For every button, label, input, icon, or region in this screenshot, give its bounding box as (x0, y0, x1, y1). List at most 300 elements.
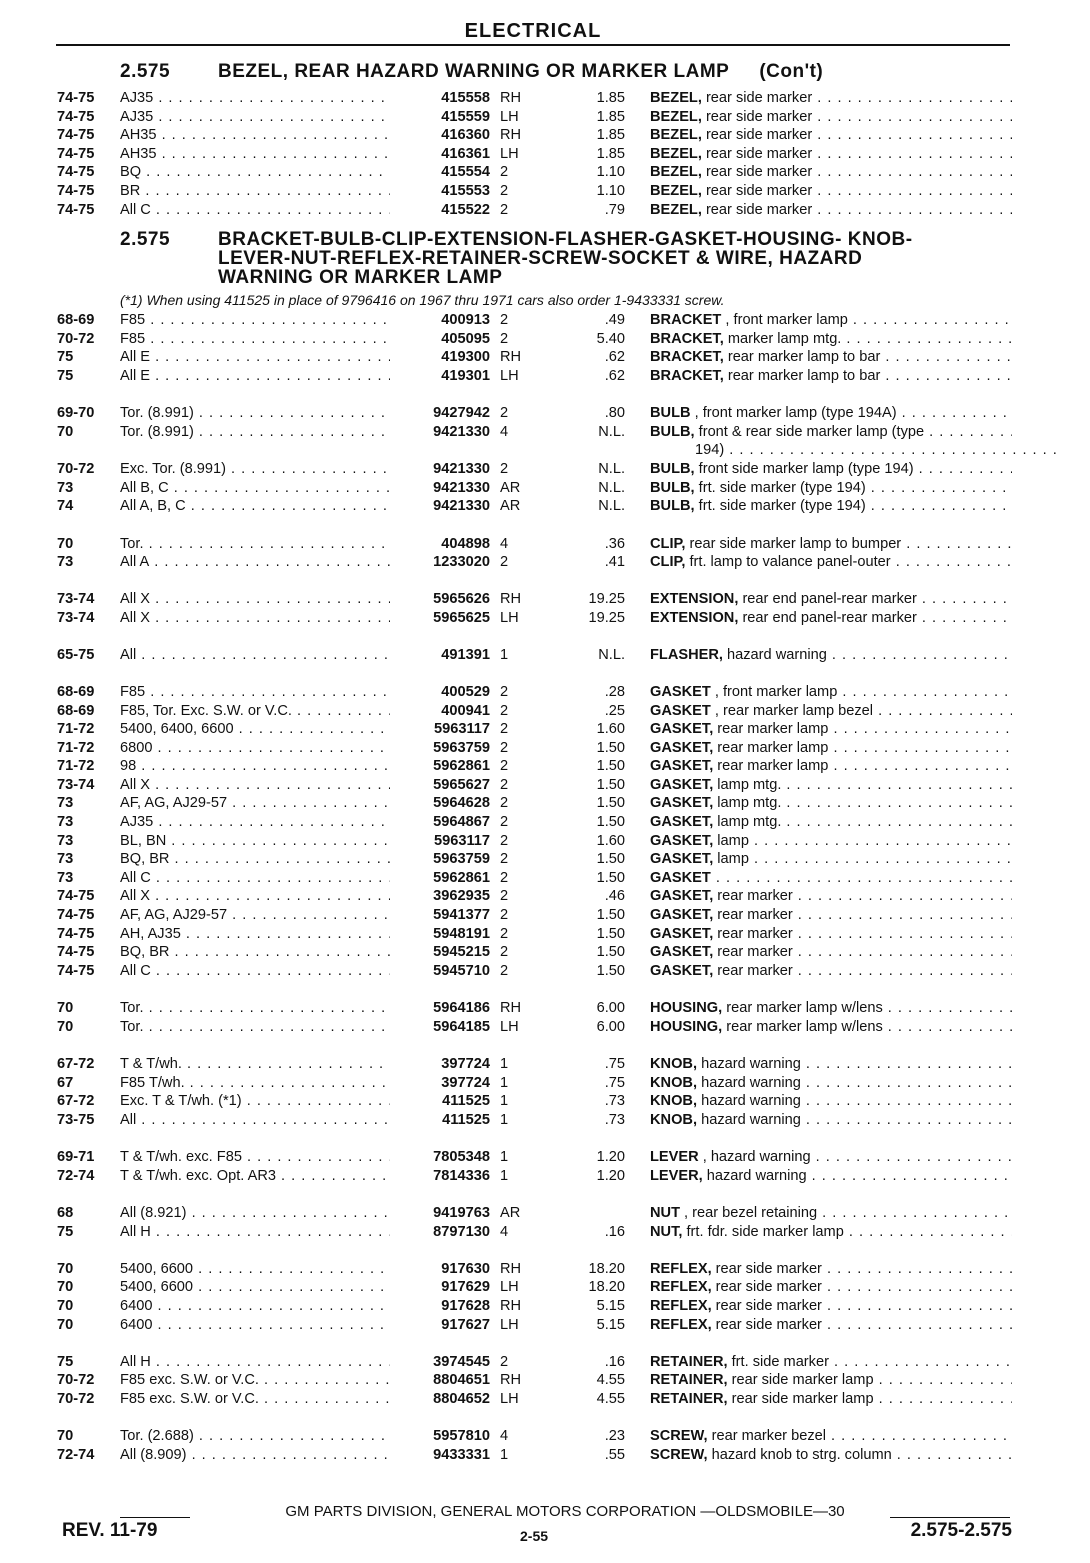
table-row (0, 739, 1090, 758)
row-description-text: hazard warning (697, 1112, 801, 1128)
table-row (0, 126, 1090, 145)
row-description-text: rear side marker (701, 90, 813, 106)
row-year: 72-74 (57, 1447, 95, 1463)
row-part-name: BEZEL, (650, 145, 702, 162)
row-year: 67-72 (57, 1056, 95, 1072)
row-description (650, 423, 1012, 442)
row-description-text: front side marker lamp (type 194) (694, 461, 914, 477)
table-row (0, 1074, 1090, 1093)
table-row (0, 163, 1090, 182)
row-model: All E . . . (120, 367, 390, 386)
row-year: 73 (57, 851, 74, 867)
row-part-name: GASKET, (650, 907, 714, 923)
row-year: 70 (57, 1261, 74, 1277)
table-row (0, 404, 1090, 423)
row-description-text: , front marker lamp (721, 312, 848, 328)
row-description (650, 776, 1012, 795)
row-description (650, 609, 1012, 628)
row-model: T & T/wh. . . . (120, 1055, 390, 1074)
row-price: 1.20 (596, 1149, 625, 1165)
row-part-name: BULB (650, 405, 691, 421)
row-quantity: AR (500, 480, 521, 496)
table-row (0, 720, 1090, 739)
row-part-number: 9421330 (433, 498, 490, 514)
row-part-number: 415553 (441, 183, 490, 199)
table-row (0, 1278, 1090, 1297)
row-description-text: frt. side marker (type 194) (694, 498, 866, 514)
row-part-name: GASKET (650, 703, 711, 719)
row-part-number: 917630 (441, 1261, 490, 1277)
row-year: 67-72 (57, 1093, 95, 1109)
row-quantity: RH (500, 1000, 522, 1016)
row-part-number: 9421330 (433, 461, 490, 477)
row-year: 74-75 (57, 145, 95, 162)
row-model: Tor. . . . (120, 535, 390, 554)
row-quantity: RH (500, 1372, 522, 1388)
row-description-text: rear marker (713, 944, 793, 960)
row-description (650, 1427, 1012, 1446)
row-quantity: 2 (500, 461, 509, 477)
row-description (650, 163, 1012, 182)
row-part-name: GASKET, (650, 926, 714, 942)
section-title (218, 62, 1018, 81)
row-description-text: rear marker lamp w/lens (722, 1000, 883, 1016)
row-description (650, 1204, 1012, 1223)
row-part-name: SCREW, (650, 1447, 708, 1463)
row-model: All (8.921) . . . (120, 1204, 390, 1223)
row-price: .79 (604, 201, 625, 218)
row-price: 1.10 (596, 164, 625, 181)
row-description (650, 1111, 1012, 1130)
row-quantity: 2 (500, 312, 509, 328)
row-year: 67 (57, 1075, 74, 1091)
row-description-text: , front marker lamp (710, 684, 838, 700)
row-description (650, 367, 1012, 386)
row-quantity: 2 (500, 740, 509, 756)
row-description-text: hazard warning (697, 1093, 801, 1109)
row-price: 1.50 (596, 907, 625, 923)
row-description (650, 108, 1012, 127)
row-model: All (8.909) . . . (120, 1446, 390, 1465)
row-part-number: 5962861 (433, 758, 490, 774)
row-model: F85 T/wh. . . . (120, 1074, 390, 1093)
row-description-text: rear marker lamp to bar (723, 349, 881, 365)
row-model: AH, AJ35 . . . (120, 925, 390, 944)
row-quantity: 2 (500, 554, 509, 570)
row-part-name: SCREW, (650, 1428, 708, 1444)
row-part-name: GASKET, (650, 833, 714, 849)
row-model: BQ, BR . . . (120, 850, 390, 869)
table-row (0, 1390, 1090, 1409)
footer-rule-right (890, 1517, 1010, 1518)
row-price: 19.25 (588, 591, 625, 607)
row-price: .41 (604, 554, 625, 570)
row-part-number: 404898 (441, 536, 490, 552)
row-year: 75 (57, 1354, 74, 1370)
row-part-name: KNOB, (650, 1093, 698, 1109)
row-year: 70 (57, 536, 74, 552)
row-description (650, 962, 1012, 981)
row-year: 73-74 (57, 610, 95, 626)
row-part-number: 5963117 (433, 721, 490, 737)
table-row (0, 813, 1090, 832)
row-description (650, 1278, 1012, 1297)
row-year: 70 (57, 1019, 74, 1035)
row-model: 6400 . . . (120, 1316, 390, 1335)
row-model: BQ, BR . . . (120, 943, 390, 962)
row-part-number: 400529 (441, 684, 490, 700)
row-year: 74-75 (57, 127, 95, 144)
row-description (650, 720, 1012, 739)
row-year: 74-75 (57, 907, 95, 923)
row-part-number: 5941377 (433, 907, 490, 923)
row-description-text: rear end panel-rear marker (738, 610, 917, 626)
row-part-name: RETAINER, (650, 1391, 728, 1407)
row-description (650, 869, 1012, 888)
row-year: 71-72 (57, 758, 95, 774)
row-part-number: 917629 (441, 1279, 490, 1295)
row-part-name: GASKET, (650, 944, 714, 960)
row-model: All A . . . (120, 553, 390, 572)
row-part-number: 9421330 (433, 480, 490, 496)
row-part-name: CLIP, (650, 536, 686, 552)
row-part-name: REFLEX, (650, 1261, 712, 1277)
table-row (0, 1018, 1090, 1037)
footer-section-range: 2.575-2.575 (910, 1520, 1012, 1541)
row-part-name: NUT (650, 1205, 680, 1221)
row-year: 73-74 (57, 591, 95, 607)
row-year: 73 (57, 870, 74, 886)
row-part-number: 5962861 (433, 870, 490, 886)
row-part-number: 405095 (441, 331, 490, 347)
row-part-number: 9419763 (433, 1205, 490, 1221)
row-quantity: 1 (500, 1168, 509, 1184)
row-part-name: GASKET, (650, 740, 714, 756)
table-row (0, 887, 1090, 906)
row-year: 70 (57, 1317, 74, 1333)
table-row (0, 330, 1090, 349)
row-quantity: 1 (500, 1149, 509, 1165)
row-year: 68-69 (57, 312, 95, 328)
row-price: 1.50 (596, 963, 625, 979)
row-price: .36 (604, 536, 625, 552)
row-description (650, 739, 1012, 758)
row-price: N.L. (598, 424, 625, 440)
row-description-text: , rear marker lamp bezel (710, 703, 874, 719)
row-description (650, 404, 1012, 423)
row-model: AH35 . . . (120, 145, 390, 164)
row-year: 74-75 (57, 888, 95, 904)
row-description-text: , hazard warning (698, 1149, 811, 1165)
section-number: 2.575 (120, 229, 171, 250)
row-year: 70 (57, 424, 74, 440)
row-price: N.L. (598, 647, 625, 663)
row-description (650, 479, 1012, 498)
section-title-text: BEZEL, REAR HAZARD WARNING OR MARKER LAMP (218, 61, 730, 82)
row-quantity: 2 (500, 926, 509, 942)
row-quantity: 2 (500, 777, 509, 793)
row-quantity: 4 (500, 536, 509, 552)
row-description-text: lamp mtg. (713, 814, 782, 830)
table-row (0, 1260, 1090, 1279)
row-year: 65-75 (57, 647, 95, 663)
row-quantity: 1 (500, 647, 509, 663)
table-row (0, 832, 1090, 851)
row-part-number: 5964185 (433, 1019, 490, 1035)
row-quantity: 1 (500, 1447, 509, 1463)
row-price: 1.50 (596, 740, 625, 756)
row-part-name: KNOB, (650, 1112, 698, 1128)
row-price: N.L. (598, 480, 625, 496)
row-description (650, 145, 1012, 164)
row-model: Exc. Tor. (8.991) . . . (120, 460, 390, 479)
row-quantity: 1 (500, 1093, 509, 1109)
row-description (650, 1446, 1012, 1465)
row-part-name: GASKET (650, 870, 711, 886)
row-price: 6.00 (596, 1000, 625, 1016)
row-year: 68 (57, 1205, 74, 1221)
row-price: .62 (604, 368, 625, 384)
row-year: 70-72 (57, 331, 95, 347)
row-description (650, 925, 1012, 944)
row-part-number: 5965625 (433, 610, 490, 626)
row-part-number: 400941 (441, 703, 490, 719)
row-price: 1.50 (596, 814, 625, 830)
row-part-name: EXTENSION, (650, 591, 739, 607)
row-part-name: BEZEL, (650, 90, 702, 106)
row-description (650, 1055, 1012, 1074)
row-description (650, 126, 1012, 145)
row-part-name: GASKET, (650, 963, 714, 979)
table-row (0, 553, 1090, 572)
row-quantity: 2 (500, 183, 509, 199)
row-quantity: 2 (500, 331, 509, 347)
row-part-number: 416361 (441, 145, 490, 162)
table-row (0, 1055, 1090, 1074)
row-description (650, 311, 1012, 330)
row-quantity: 4 (500, 424, 509, 440)
row-model: All X . . . (120, 609, 390, 628)
row-part-name: REFLEX, (650, 1317, 712, 1333)
row-part-number: 3974545 (433, 1354, 490, 1370)
row-part-name: NUT, (650, 1224, 683, 1240)
row-part-number: 7805348 (433, 1149, 490, 1165)
row-part-name: BULB, (650, 480, 695, 496)
row-quantity: LH (500, 610, 519, 626)
row-description (650, 1316, 1012, 1335)
row-part-number: 9421330 (433, 424, 490, 440)
row-description (650, 201, 1012, 220)
row-description (650, 89, 1012, 108)
table-row (0, 702, 1090, 721)
row-model: F85, Tor. Exc. S.W. or V.C. . . . (120, 702, 390, 721)
row-description-text: rear marker bezel (707, 1428, 826, 1444)
row-model: 5400, 6600 . . . (120, 1260, 390, 1279)
row-description-text: lamp mtg. (713, 795, 782, 811)
row-description (650, 497, 1012, 516)
row-part-number: 415522 (441, 201, 490, 218)
row-part-name: BRACKET, (650, 349, 724, 365)
row-year: 68-69 (57, 684, 95, 700)
table-row (0, 869, 1090, 888)
row-quantity: LH (500, 1019, 519, 1035)
table-row (0, 999, 1090, 1018)
row-part-number: 5963759 (433, 851, 490, 867)
row-description (650, 887, 1012, 906)
row-description (650, 850, 1012, 869)
row-quantity: 1 (500, 1075, 509, 1091)
table-row (0, 1316, 1090, 1335)
row-year: 73-75 (57, 1112, 95, 1128)
row-price: 1.85 (596, 108, 625, 125)
row-description-text: 194) (695, 442, 725, 458)
table-row (0, 962, 1090, 981)
row-part-number: 491391 (441, 647, 490, 663)
row-price: 1.60 (596, 833, 625, 849)
row-part-name: BEZEL, (650, 127, 702, 144)
row-part-number: 8804652 (433, 1391, 490, 1407)
row-part-number: 3962935 (433, 888, 490, 904)
table-row (0, 1446, 1090, 1465)
row-year: 75 (57, 1224, 74, 1240)
row-price: 19.25 (588, 610, 625, 626)
table-row (0, 367, 1090, 386)
row-model: T & T/wh. exc. Opt. AR3 . . . (120, 1167, 390, 1186)
row-year: 70 (57, 1428, 74, 1444)
row-part-number: 415559 (441, 108, 490, 125)
row-part-number: 419301 (441, 368, 490, 384)
row-description-text: hazard warning (697, 1075, 801, 1091)
row-part-number: 411525 (442, 1112, 490, 1128)
row-year: 73-74 (57, 777, 95, 793)
row-part-name: BEZEL, (650, 183, 702, 199)
row-part-number: 397724 (441, 1075, 490, 1091)
row-description (650, 1371, 1012, 1390)
row-price: .28 (604, 684, 625, 700)
row-quantity: LH (500, 1279, 519, 1295)
row-description (650, 999, 1012, 1018)
row-model: AJ35 . . . (120, 813, 390, 832)
table-row (0, 1427, 1090, 1446)
row-description (650, 348, 1012, 367)
row-price: 1.50 (596, 926, 625, 942)
row-quantity: 2 (500, 833, 509, 849)
row-description (650, 1223, 1012, 1242)
row-price: 4.55 (596, 1372, 625, 1388)
row-part-name: BEZEL, (650, 108, 702, 125)
row-quantity: 1 (500, 1056, 509, 1072)
row-model: Tor. (8.991) . . . (120, 404, 390, 423)
row-part-name: GASKET (650, 684, 711, 700)
table-row (0, 479, 1090, 498)
row-part-number: 5957810 (433, 1428, 490, 1444)
row-description-text: rear side marker (701, 183, 813, 199)
footer-publisher-text: GM PARTS DIVISION, GENERAL MOTORS CORPORATION —OLDSMOBILE—30 (285, 1503, 845, 1520)
row-part-number: 5964186 (433, 1000, 490, 1016)
section-number: 2.575 (120, 61, 171, 82)
row-model: T & T/wh. exc. F85 . . . (120, 1148, 390, 1167)
row-part-number: 5963117 (433, 833, 490, 849)
row-year: 73 (57, 814, 74, 830)
footer-page-number: 2-55 (520, 1528, 549, 1544)
row-description-text: hazard warning (702, 1168, 807, 1184)
row-description-text: rear side marker (701, 145, 813, 162)
row-quantity: 2 (500, 963, 509, 979)
table-row (0, 850, 1090, 869)
row-part-name: BEZEL, (650, 201, 702, 218)
row-year: 74-75 (57, 183, 95, 199)
row-description (650, 553, 1012, 572)
row-description (650, 1018, 1012, 1037)
row-quantity: LH (500, 108, 519, 125)
row-description-text: rear side marker lamp (727, 1391, 874, 1407)
row-part-number: 7814336 (433, 1168, 490, 1184)
row-part-number: 5964628 (433, 795, 490, 811)
row-year: 74 (57, 498, 74, 514)
row-quantity: AR (500, 498, 521, 514)
row-price: 6.00 (596, 1019, 625, 1035)
row-price: .75 (604, 1075, 625, 1091)
page-title: ELECTRICAL (56, 20, 1010, 46)
row-description (650, 1390, 1012, 1409)
row-part-name: HOUSING, (650, 1000, 723, 1016)
row-description-text: rear side marker (711, 1261, 822, 1277)
row-description-text: rear side marker (711, 1317, 822, 1333)
table-row (0, 441, 1090, 460)
row-model: All X . . . (120, 590, 390, 609)
row-quantity: RH (500, 127, 522, 144)
table-row (0, 794, 1090, 813)
row-year: 71-72 (57, 721, 95, 737)
row-part-name: BRACKET, (650, 368, 724, 384)
row-quantity: RH (500, 1261, 522, 1277)
table-row (0, 497, 1090, 516)
row-model: Tor. (2.688) . . . (120, 1427, 390, 1446)
row-part-name: KNOB, (650, 1075, 698, 1091)
row-part-name: BULB, (650, 461, 695, 477)
row-price: .73 (604, 1093, 625, 1109)
row-quantity: 2 (500, 201, 509, 218)
row-description-text: rear side marker (701, 164, 813, 181)
row-quantity: RH (500, 90, 522, 106)
row-part-number: 416360 (441, 127, 490, 144)
row-price: 4.55 (596, 1391, 625, 1407)
row-description (650, 182, 1012, 201)
table-row (0, 776, 1090, 795)
row-price: 1.50 (596, 944, 625, 960)
row-price: .16 (604, 1354, 625, 1370)
row-price: 5.40 (596, 331, 625, 347)
row-year: 71-72 (57, 740, 95, 756)
footer-publisher (120, 1502, 1010, 1522)
row-year: 68-69 (57, 703, 95, 719)
row-description (650, 1148, 1012, 1167)
row-model: Tor. . . . (120, 1018, 390, 1037)
row-quantity: 2 (500, 1354, 509, 1370)
row-quantity: 2 (500, 758, 509, 774)
table-row (0, 423, 1090, 442)
row-description-text: rear side marker (711, 1298, 822, 1314)
row-description (650, 683, 1012, 702)
table-row (0, 757, 1090, 776)
row-description-text: rear marker (713, 926, 793, 942)
table-row (0, 182, 1090, 201)
table-row (0, 925, 1090, 944)
row-quantity: 2 (500, 703, 509, 719)
row-year: 74-75 (57, 963, 95, 979)
row-year: 74-75 (57, 108, 95, 125)
row-description-text: rear marker lamp (713, 758, 829, 774)
